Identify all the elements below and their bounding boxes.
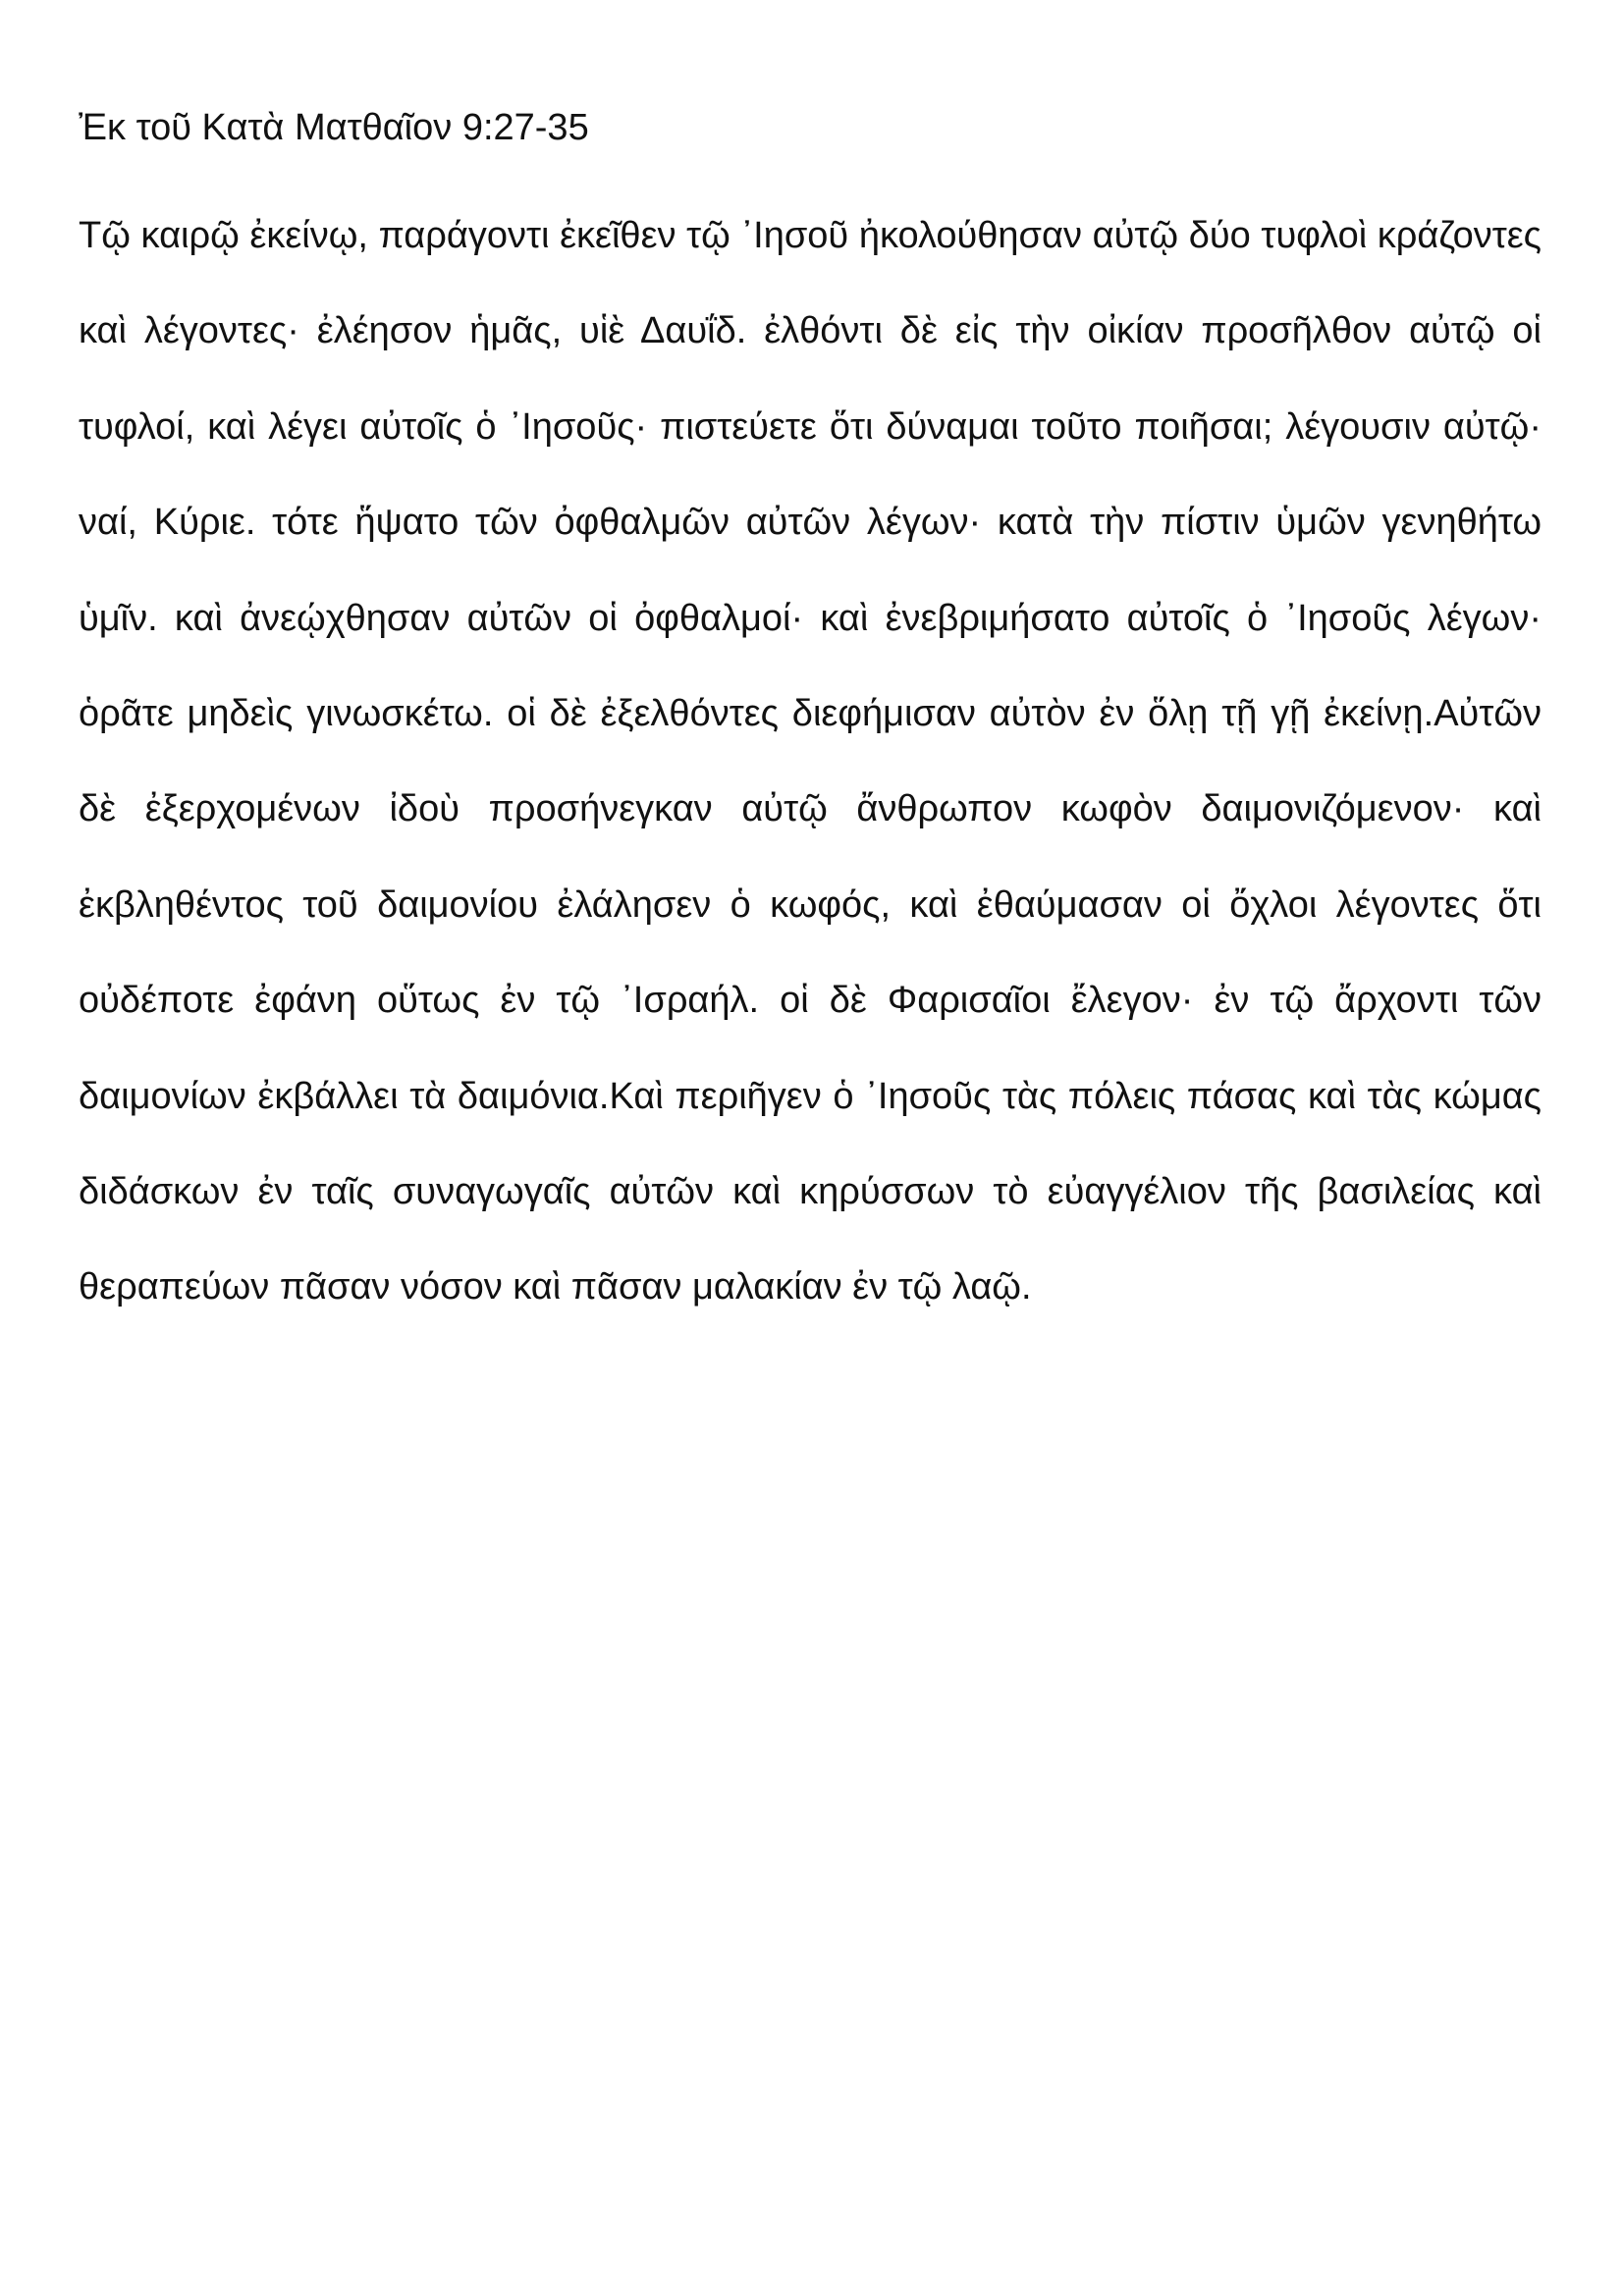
document-heading: Ἐκ τοῦ Κατὰ Ματθαῖον 9:27-35 [79, 107, 589, 148]
scripture-passage: Τῷ καιρῷ ἐκείνῳ, παράγοντι ἐκεῖθεν τῷ ᾿Ιησοῦ ἠκολούθησαν αὐτῷ δύο τυφλοὶ κράζοντες καὶ λέγοντες· ἐλέησον ἡμᾶς, υἱὲ Δαυΐδ. ἐλθόντι δὲ εἰς τὴν οἰκίαν προσῆλθον αὐτῷ οἱ τυφλοί, καὶ λέγει αὐτοῖς ὁ ᾿Ιησοῦς· πιστεύετε ὅτι δύναμαι τοῦτο ποιῆσαι; λέγουσιν αὐτῷ· ναί, Κύριε. τότε ἥψατο τῶν ὀφθαλμῶν αὐτῶν λέγων· κατὰ τὴν πίστιν ὑμῶν γενηθήτω ὑμῖν. καὶ ἀνεῴχθησαν αὐτῶν οἱ ὀφθαλμοί· καὶ ἐνεβριμήσατο αὐτοῖς ὁ ᾿Ιησοῦς λέγων· ὁρᾶτε μηδεὶς γινωσκέτω. οἱ δὲ ἐξελθόντες διεφήμισαν αὐτὸν ἐν ὅλῃ τῇ γῇ ἐκείνῃ.Αὐτῶν δὲ ἐξερχομένων ἰδοὺ προσήνεγκαν αὐτῷ ἄνθρωπον κωφὸν δαιμονιζόμενον· καὶ ἐκβληθέντος τοῦ δαιμονίου ἐλάλησεν ὁ κωφός, καὶ ἐθαύμασαν οἱ ὄχλοι λέγοντες ὅτι οὐδέποτε ἐφάνη οὕτως ἐν τῷ ᾿Ισραήλ. οἱ δὲ Φαρισαῖοι ἔλεγον· ἐν τῷ ἄρχοντι τῶν δαιμονίων ἐκβάλλει τὰ δαιμόνια.Καὶ περιῆγεν ὁ ᾿Ιησοῦς τὰς πόλεις πάσας καὶ τὰς κώμας διδάσκων ἐν ταῖς συναγωγαῖς αὐτῶν καὶ κηρύσσων τὸ εὐαγγέλιον τῆς βασιλείας καὶ θεραπεύων πᾶσαν νόσον καὶ πᾶσαν μαλακίαν ἐν τῷ λαῷ. [79, 215, 1542, 1308]
